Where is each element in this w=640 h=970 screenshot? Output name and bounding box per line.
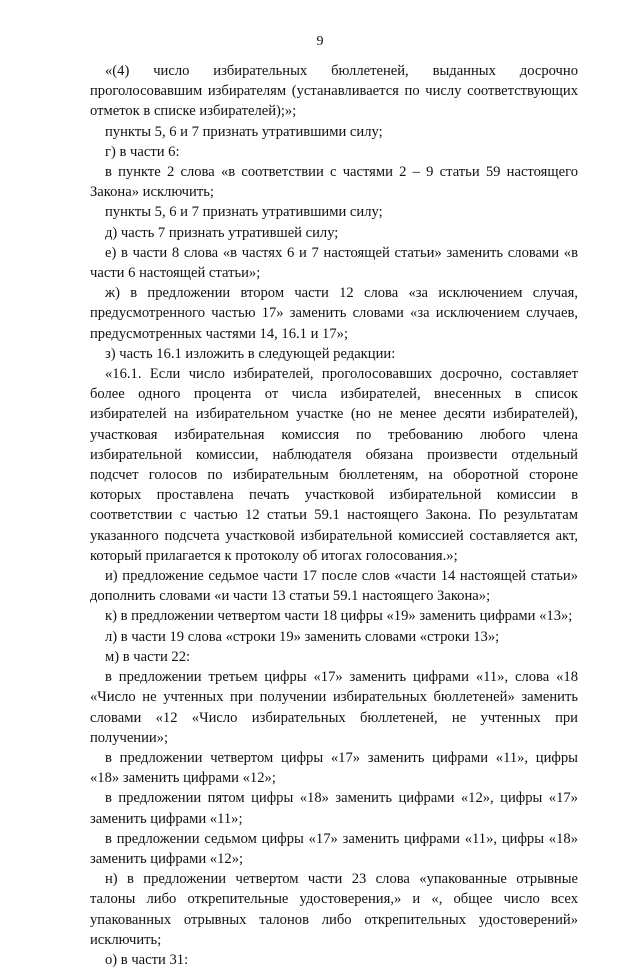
paragraph: в предложении четвертом цифры «17» заменить цифрами «11», цифры «18» заменить цифрами «12»; [90,749,578,787]
paragraph: м) в части 22: [105,648,191,665]
paragraph: и) предложение седьмое части 17 после слов «части 14 настоящей статьи» дополнить словами «и части 13 статьи 59.1 настоящего Закона»; [90,568,578,605]
paragraph: е) в части 8 слова «в частях 6 и 7 настоящей статьи» заменить словами «в части 6 настоящей статьи»; [90,244,578,282]
paragraph: в предложении пятом цифры «18» заменить цифрами «12», цифры «17» заменить цифрами «11»; [90,790,578,827]
paragraph: пункты 5, 6 и 7 признать утратившими силу; [105,204,383,221]
paragraph: к) в предложении четвертом части 18 цифры «19» заменить цифрами «13»; [105,608,573,625]
paragraph: в пункте 2 слова «в соответствии с частями 2 – 9 статьи 59 настоящего Закона» исключить; [90,164,578,201]
paragraph: л) в части 19 слова «строки 19» заменить словами «строки 13»; [105,628,500,645]
paragraph: з) часть 16.1 изложить в следующей редакции: [105,345,396,362]
paragraph: в предложении третьем цифры «17» заменить цифрами «11», слова «18 «Число не учтенных при получении избирательных бюллетеней» заменить словами «12 «Число избирательных бюллетеней, не учтенных при получении»; [90,669,578,746]
document-body [90,61,578,970]
paragraph: н) в предложении четвертом части 23 слова «упакованные отрывные талоны либо открепительные удостоверения,» и «, общее число всех упакованных отрывных талонов либо открепительных удостоверений» исключить; [90,871,578,948]
paragraph: пункты 5, 6 и 7 признать утратившими силу; [105,123,383,140]
paragraph: в предложении седьмом цифры «17» заменить цифрами «11», цифры «18» заменить цифрами «12»; [90,830,578,867]
page-number: 9 [316,34,324,49]
paragraph: ж) в предложении втором части 12 слова «за исключением случая, предусмотренного частью 17» заменить словами «за исключением случаев, предусмотренных частями 14, 16.1 и 17»; [90,285,578,342]
paragraph: г) в части 6: [105,143,180,160]
paragraph: «(4) число избирательных бюллетеней, выданных досрочно проголосовавшим избирателям (устанавливается по числу соответствующих отметок в списке избирателей);»; [90,63,578,120]
paragraph: д) часть 7 признать утратившей силу; [105,224,339,241]
paragraph: «16.1. Если число избирателей, проголосовавших досрочно, составляет более одного процента от числа избирателей, внесенных в список избирателей на избирательном участке (но не менее десяти избирателей), участковая избирательная комиссия по требованию любого члена избирательной комиссии, наблюдателя обязана произвести отдельный подсчет голосов по избирательным бюллетеням, на оборотной стороне которых проставлена печать участковой избирательной комиссии в соответствии с частью 12 статьи 59.1 настоящего Закона. По результатам указанного подсчета участковой избирательной комиссией составляется акт, который прилагается к протоколу об итогах голосования.»; [90,366,578,564]
paragraph: о) в части 31: [105,951,189,968]
